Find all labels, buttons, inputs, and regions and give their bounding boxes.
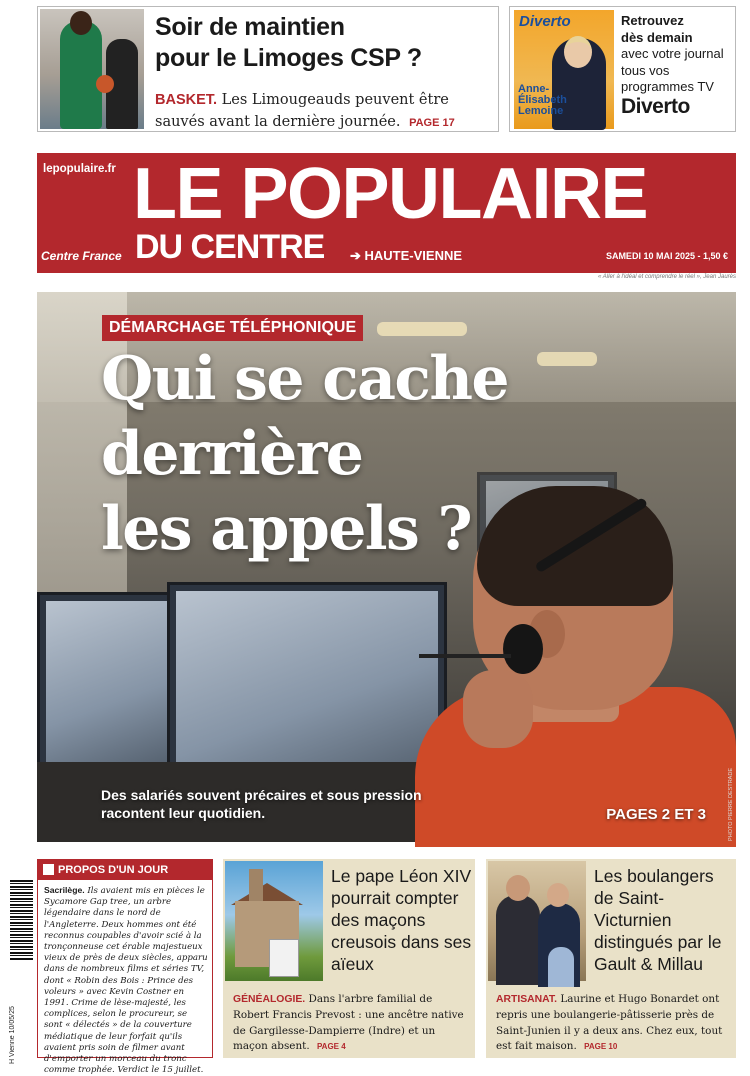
teaser-basket-text: Les Limougeauds peuvent être sauvés avant la dernière journée. [155, 92, 449, 130]
diverto-cover-mast: Diverto [519, 13, 571, 30]
basket-photo [40, 9, 144, 129]
newspaper-name: LE POPULAIRE [133, 154, 648, 234]
bakers-story-body: ARTISANAT. Laurine et Hugo Bonardet ont repris une boulangerie-pâtisserie près de Saint-Junien il y a deux ans. Chez eux, tout est fait maison. PAGE 10 [496, 993, 723, 1053]
newspaper-name-sub: DU CENTRE [135, 228, 325, 266]
headset-icon [503, 624, 543, 674]
main-story[interactable] [37, 292, 736, 841]
masthead [37, 153, 736, 273]
barcode-text: H Vienne 10/05/25 [9, 1006, 16, 1064]
propos-lead: Sacrilège. [44, 885, 85, 895]
propos-header: PROPOS D'UN JOUR [38, 860, 212, 880]
teaser-basket-title[interactable]: Soir de maintien pour le Limoges CSP ? [155, 13, 422, 72]
main-story-headline[interactable]: Qui se cache derrière les appels ? [101, 344, 508, 564]
main-story-kicker: DÉMARCHAGE TÉLÉPHONIQUE [102, 315, 363, 341]
diverto-promo-text: Retrouvez dès demain avec votre journal tous vos programmes TV [621, 13, 724, 94]
barcode [10, 880, 33, 960]
bakers-story-kicker: ARTISANAT. [496, 994, 557, 1005]
edition-label: ➔ HAUTE-VIENNE [350, 248, 463, 263]
pope-story-title[interactable]: Le pape Léon XIV pourrait compter des maçons creusois dans ses aïeux [331, 866, 472, 974]
group-logo: Centre France [41, 249, 122, 263]
diverto-logo: Diverto [621, 95, 690, 118]
issue-date-price: SAMEDI 10 MAI 2025 - 1,50 € [605, 251, 728, 261]
pope-story-body: GÉNÉALOGIE. Dans l'arbre familial de Robert Francis Prevost : une ancêtre native de Gargilesse-Dampierre (Indre) et un maçon absent. PAGE 4 [233, 993, 464, 1053]
site-url[interactable]: lepopulaire.fr [43, 163, 116, 175]
bakers-story-title[interactable]: Les boulangers de Saint-Victurnien distingués par le Gault & Millau [594, 866, 722, 974]
teaser-basket-page[interactable]: PAGE 17 [409, 117, 455, 129]
diverto-cover-image [514, 10, 614, 129]
bakers-story-photo [488, 861, 586, 981]
story-pope[interactable] [223, 859, 475, 1058]
teaser-basket-kicker: BASKET. [155, 92, 218, 108]
propos-text [44, 885, 208, 1076]
teaser-basket-body [155, 89, 495, 134]
propos-body: Ils avaient mis en pièces le Sycamore Gap tree, un arbre légendaire dans le nord de l'Angleterre. Deux hommes ont été reconnus coupables d'avoir scié à la tronçonneuse cet érable majestueux vieux de près de deux siècles, apparu dans de nombreux films et séries TV, dont « Robin des Bois : Prince des voleurs » avec Kevin Costner en 1991. Crime de lèse-majesté, les complices, selon le procureur, se sont « délectés » de la couverture médiatique de leur forfait qu'ils avaient pris soin de filmer avant d'emporter un morceau du tronc comme trophée. Verdict le 15 juillet. [44, 886, 208, 1076]
photo-credit: PHOTO PIERRE DESTRADE [728, 768, 734, 841]
bakers-story-page[interactable]: PAGE 10 [584, 1042, 618, 1052]
masthead-motto: « Aller à l'idéal et comprendre le réel », Jean Jaurès [598, 274, 736, 280]
pope-story-photo [225, 861, 323, 981]
square-icon [43, 864, 54, 875]
pope-story-kicker: GÉNÉALOGIE. [233, 994, 306, 1005]
teaser-basket[interactable] [37, 6, 499, 132]
story-bakers[interactable] [486, 859, 736, 1058]
main-story-subtitle: Des salariés souvent précaires et sous pression racontent leur quotidien. [101, 787, 422, 821]
main-story-pages[interactable]: PAGES 2 ET 3 [606, 806, 706, 823]
teaser-diverto[interactable] [509, 6, 736, 132]
diverto-cover-name: Anne-Élisabeth Lemoine [518, 83, 567, 117]
propos-column [37, 859, 213, 1076]
pope-story-page[interactable]: PAGE 4 [316, 1042, 346, 1052]
